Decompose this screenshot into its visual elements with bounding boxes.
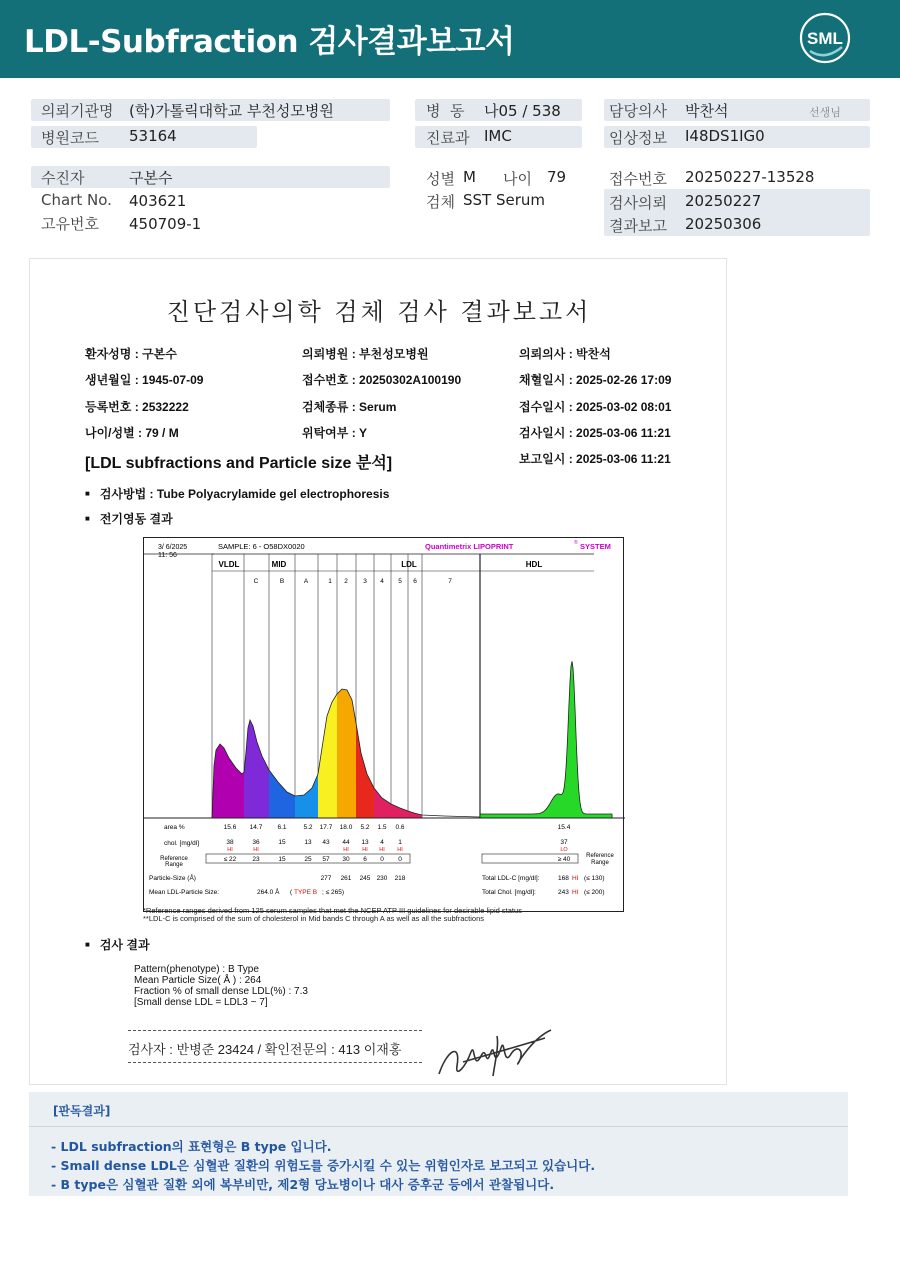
receipt-value: 20250227-13528 — [685, 168, 815, 186]
interpretation-line-1: - LDL subfraction의 표현형은 B type 입니다. — [51, 1139, 332, 1154]
result-list — [134, 964, 308, 1008]
row-label-ref: Reference — [160, 856, 188, 862]
field-receipt-no: 접수번호 : 20250302A100190 — [302, 373, 462, 387]
patient-label: 수진자 — [41, 169, 85, 187]
chol-value-4: 43 — [322, 839, 330, 846]
ref-value-7: 0 — [380, 856, 384, 863]
divider-bottom — [128, 1062, 422, 1063]
footnote-2: **LDL-C is comprised of the sum of cholesterol in Mid bands C through A as well as all the subfractions — [143, 914, 485, 923]
ref-right-label-2: Range — [591, 860, 609, 866]
ward-value: 나05 / 538 — [484, 102, 561, 120]
chol-value-2: 15 — [278, 839, 286, 846]
total-chol-ref: (≤ 200) — [584, 889, 605, 896]
chol-flag-9: LO — [560, 847, 568, 853]
group-label-2: LDL — [401, 560, 417, 569]
chol-value-7: 4 — [380, 839, 384, 846]
ref-value-9: ≥ 40 — [557, 856, 571, 863]
sex-label: 성별 — [426, 170, 455, 188]
dept-value: IMC — [484, 127, 512, 145]
chol-value-5: 44 — [342, 839, 350, 846]
clinical-value: I48DS1IG0 — [685, 127, 765, 145]
psize-value-2: 245 — [359, 875, 371, 882]
ref-right-label: Reference — [586, 853, 614, 859]
chol-flag-5: HI — [343, 847, 349, 853]
field-registration: 등록번호 : 2532222 — [85, 400, 189, 414]
band-label-4: 2 — [344, 578, 348, 585]
patient-value: 구본수 — [129, 169, 173, 187]
psize-value-0: 277 — [320, 875, 332, 882]
row-label-area: area % — [164, 824, 185, 831]
ref-value-0: ≤ 22 — [223, 856, 237, 863]
psize-value-3: 230 — [376, 875, 388, 882]
chart-no-label: Chart No. — [41, 191, 112, 209]
electrophoresis-chart — [143, 537, 624, 912]
report-title: 진단검사의학 검체 검사 결과보고서 — [166, 298, 592, 326]
total-chol-flag: HI — [572, 889, 579, 896]
area-value-0: 15.6 — [223, 824, 237, 831]
field-tested: 검사일시 : 2025-03-06 11:21 — [519, 426, 671, 440]
total-ldl-flag: HI — [572, 875, 579, 882]
field-hospital: 의뢰병원 : 부천성모병원 — [302, 347, 429, 361]
institution-label: 의뢰기관명 — [41, 102, 114, 120]
sex-value: M — [463, 168, 476, 186]
interpretation-divider — [29, 1126, 848, 1127]
result-sdldl-def: [Small dense LDL = LDL3 ~ 7] — [134, 997, 268, 1008]
area-value-7: 1.5 — [377, 824, 387, 831]
total-chol-value: 243 — [558, 889, 569, 896]
chart-brand-mark: ® — [574, 540, 578, 546]
chol-flag-7: HI — [379, 847, 385, 853]
field-received: 접수일시 : 2025-03-02 08:01 — [519, 400, 672, 414]
age-value: 79 — [547, 168, 567, 186]
mean-paren-open: ( — [290, 889, 293, 896]
ref-value-1: 23 — [252, 856, 260, 863]
total-chol-label: Total Chol. [mg/dl]: — [482, 889, 536, 896]
chol-value-8: 1 — [398, 839, 402, 846]
chol-flag-0: HI — [227, 847, 233, 853]
chart-sample: SAMPLE: 6 - O58DX0020 — [218, 542, 305, 551]
uid-label: 고유번호 — [41, 215, 99, 233]
page-title: LDL-Subfraction 검사결과보고서 — [24, 24, 515, 60]
ref-value-5: 30 — [342, 856, 350, 863]
band-label-1: B — [279, 578, 285, 585]
ref-value-3: 25 — [304, 856, 312, 863]
row-label-chol: chol. [mg/dl] — [164, 840, 200, 847]
chol-flag-1: HI — [253, 847, 259, 853]
group-label-0: VLDL — [218, 560, 240, 569]
area-value-8: 0.6 — [395, 824, 405, 831]
chol-value-6: 13 — [361, 839, 369, 846]
row-label-ref-2: Range — [165, 862, 183, 868]
total-ldl-label: Total LDL-C [mg/dl]: — [482, 875, 540, 882]
code-label: 병원코드 — [41, 129, 99, 147]
interpretation-box — [29, 1092, 848, 1196]
uid-value: 450709-1 — [129, 215, 202, 233]
chart-svg — [144, 538, 625, 913]
report-label: 결과보고 — [609, 217, 667, 235]
chart-brand: Quantimetrix LIPOPRINT — [425, 542, 514, 551]
field-birth: 생년월일 : 1945-07-09 — [85, 373, 204, 387]
signature — [433, 1022, 555, 1084]
area-value-4: 17.7 — [319, 824, 333, 831]
report-value: 20250306 — [685, 215, 762, 233]
request-value: 20250227 — [685, 192, 762, 210]
ref-value-6: 6 — [363, 856, 367, 863]
section-title: [LDL subfractions and Particle size 분석] — [85, 455, 393, 472]
receipt-label: 접수번호 — [609, 170, 667, 188]
field-reported: 보고일시 : 2025-03-06 11:21 — [519, 452, 671, 466]
field-doctor: 의뢰의사 : 박찬석 — [519, 347, 611, 361]
chol-flag-8: HI — [397, 847, 403, 853]
band-label-6: 4 — [380, 578, 384, 585]
area-value-5: 18.0 — [339, 824, 353, 831]
hdl-peak — [480, 661, 612, 818]
doctor-suffix: 선생님 — [809, 106, 841, 119]
ref-value-4: 57 — [322, 856, 330, 863]
psize-value-4: 218 — [394, 875, 406, 882]
band-label-2: A — [303, 578, 309, 585]
dept-label: 진료과 — [426, 129, 470, 147]
band-label-0: C — [253, 578, 259, 585]
ref-value-2: 15 — [278, 856, 286, 863]
chart-date: 3/ 6/2025 — [158, 544, 188, 551]
chart-brand-suffix: SYSTEM — [580, 542, 611, 551]
interpretation-line-2: - Small dense LDL은 심혈관 질환의 위험도를 증가시킬 수 있는 위험인자로 보고되고 있습니다. — [51, 1158, 596, 1173]
electro-heading: ■ 전기영동 결과 — [85, 510, 173, 527]
report-header — [0, 0, 900, 78]
psize-value-1: 261 — [340, 875, 352, 882]
institution-value: (학)가톨릭대학교 부천성모병원 — [129, 102, 334, 120]
band-label-3: 1 — [328, 578, 332, 585]
total-ldl-ref: (≤ 130) — [584, 875, 605, 882]
result-pattern: Pattern(phenotype) : B Type — [134, 964, 259, 975]
field-specimen: 검체종류 : Serum — [302, 400, 397, 414]
result-heading: ■ 검사 결과 — [85, 936, 150, 953]
area-value-1: 14.7 — [249, 824, 263, 831]
band-label-7: 5 — [398, 578, 402, 585]
age-label: 나이 — [503, 170, 532, 188]
chol-value-1: 36 — [252, 839, 260, 846]
total-ldl-value: 168 — [558, 875, 569, 882]
doctor-value: 박찬석 — [685, 102, 729, 120]
result-mean-size: Mean Particle Size( Å ) : 264 — [134, 975, 262, 986]
fraction-fill-0 — [212, 744, 244, 818]
mean-ref: ; ≤ 265) — [322, 889, 344, 896]
examiner-line: 검사자 : 반병준 23424 / 확인전문의 : 413 이재홍 — [128, 1042, 402, 1057]
ref-value-8: 0 — [398, 856, 402, 863]
fraction-fill-8 — [391, 804, 408, 818]
request-label: 검사의뢰 — [609, 194, 667, 212]
chol-value-9: 37 — [560, 839, 568, 846]
row-label-mean: Mean LDL-Particle Size: — [149, 889, 220, 896]
divider-top — [128, 1030, 422, 1031]
doctor-label: 담당의사 — [609, 102, 667, 120]
ward-label: 병 동 — [426, 102, 465, 120]
band-label-5: 3 — [363, 578, 367, 585]
result-fraction: Fraction % of small dense LDL(%) : 7.3 — [134, 986, 308, 997]
chart-time: 11: 56 — [158, 552, 177, 559]
footnote-1: *Reference ranges derived from 125 serum samples that met the NCEP ATP III guidelines for desirable lipid status — [143, 906, 522, 915]
patient-row — [31, 166, 390, 188]
specimen-label: 검체 — [426, 193, 455, 211]
chol-value-3: 13 — [304, 839, 312, 846]
chart-no-value: 403621 — [129, 192, 187, 210]
interpretation-heading: [판독결과] — [53, 1104, 111, 1118]
sml-logo — [798, 11, 852, 65]
row-label-psize: Particle-Size (Å) — [149, 875, 196, 882]
interpretation-line-3: - B type은 심혈관 질환 외에 복부비만, 제2형 당뇨병이나 대사 증후군 등에서 관찰됩니다. — [51, 1177, 555, 1192]
area-value-2: 6.1 — [277, 824, 287, 831]
field-age-sex: 나이/성별 : 79 / M — [85, 426, 179, 440]
area-value-9: 15.4 — [557, 824, 571, 831]
chol-value-0: 38 — [226, 839, 234, 846]
fraction-fill-7 — [374, 788, 391, 818]
specimen-value: SST Serum — [463, 191, 546, 209]
scanned-report — [29, 258, 727, 1085]
group-label-3: HDL — [525, 560, 543, 569]
code-value: 53164 — [129, 127, 177, 145]
field-patient-name: 환자성명 : 구본수 — [85, 347, 177, 361]
mean-size-value: 264.0 Å — [257, 889, 280, 896]
chart-footnote — [143, 907, 522, 923]
band-label-8: 6 — [413, 578, 417, 585]
mean-type: TYPE B — [294, 889, 318, 896]
area-value-6: 5.2 — [360, 824, 370, 831]
area-value-3: 5.2 — [303, 824, 313, 831]
chol-flag-6: HI — [362, 847, 368, 853]
logo-text: SML — [807, 29, 843, 48]
clinical-label: 임상정보 — [609, 129, 667, 147]
field-collected: 채혈일시 : 2025-02-26 17:09 — [519, 373, 672, 387]
band-label-9: 7 — [448, 578, 452, 585]
field-outsourced: 위탁여부 : Y — [302, 426, 368, 440]
method-line: ■ 검사방법 : Tube Polyacrylamide gel electrophoresis — [85, 485, 389, 502]
group-label-1: MID — [271, 560, 287, 569]
